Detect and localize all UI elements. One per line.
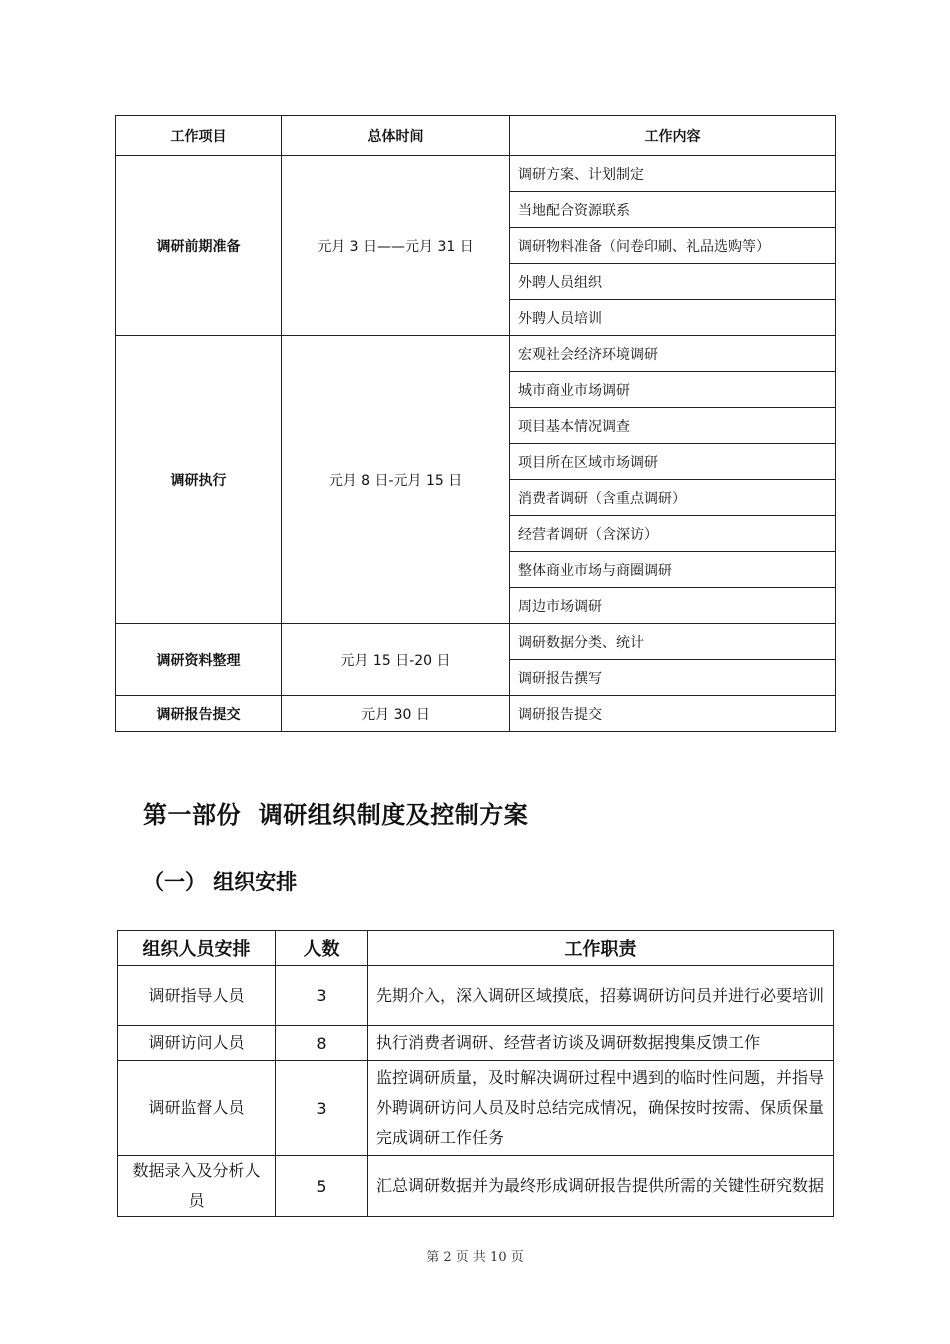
org-role: 调研指导人员 [118,966,276,1026]
schedule-header-time: 总体时间 [282,116,510,156]
org-header-count: 人数 [276,931,368,966]
table-row [118,1156,834,1217]
schedule-item: 调研报告提交 [116,696,282,732]
org-count: 5 [276,1156,368,1217]
schedule-task: 项目基本情况调查 [510,408,836,444]
org-role: 调研访问人员 [118,1026,276,1061]
org-duty: 监控调研质量，及时解决调研过程中遇到的临时性问题，并指导外聘调研访问人员及时总结完成情况，确保按时按需、保质保量完成调研工作任务 [368,1061,834,1156]
schedule-item: 调研前期准备 [116,156,282,336]
schedule-item: 调研资料整理 [116,624,282,696]
section-title: 第一部份 调研组织制度及控制方案 [143,801,529,829]
schedule-item: 调研执行 [116,336,282,624]
org-count: 3 [276,1061,368,1156]
schedule-task: 消费者调研（含重点调研） [510,480,836,516]
schedule-time: 元月 3 日——元月 31 日 [282,156,510,336]
table-row [118,1026,834,1061]
org-count: 3 [276,966,368,1026]
schedule-time: 元月 8 日-元月 15 日 [282,336,510,624]
table-row [116,156,836,192]
schedule-task: 调研数据分类、统计 [510,624,836,660]
table-row [116,624,836,660]
schedule-time: 元月 15 日-20 日 [282,624,510,696]
schedule-task: 周边市场调研 [510,588,836,624]
table-row [118,966,834,1026]
schedule-task: 当地配合资源联系 [510,192,836,228]
org-table [117,930,834,1217]
org-header-role: 组织人员安排 [118,931,276,966]
org-duty: 执行消费者调研、经营者访谈及调研数据搜集反馈工作 [368,1026,834,1061]
org-count: 8 [276,1026,368,1061]
schedule-task: 宏观社会经济环境调研 [510,336,836,372]
schedule-task: 调研方案、计划制定 [510,156,836,192]
org-role: 数据录入及分析人员 [118,1156,276,1217]
schedule-time: 元月 30 日 [282,696,510,732]
schedule-task: 调研报告撰写 [510,660,836,696]
schedule-header-item: 工作项目 [116,116,282,156]
org-duty: 汇总调研数据并为最终形成调研报告提供所需的关键性研究数据 [368,1156,834,1217]
schedule-table [115,115,836,732]
table-row [116,696,836,732]
schedule-task: 项目所在区域市场调研 [510,444,836,480]
org-duty: 先期介入，深入调研区域摸底，招募调研访问员并进行必要培训 [368,966,834,1026]
table-row [118,1061,834,1156]
subsection-title: （一） 组织安排 [143,870,298,894]
table-row [116,336,836,372]
schedule-header-row [116,116,836,156]
schedule-task: 城市商业市场调研 [510,372,836,408]
org-header-duty: 工作职责 [368,931,834,966]
schedule-header-content: 工作内容 [510,116,836,156]
schedule-task: 调研物料准备（问卷印刷、礼品选购等） [510,228,836,264]
schedule-task: 调研报告提交 [510,696,836,732]
org-header-row [118,931,834,966]
org-role: 调研监督人员 [118,1061,276,1156]
page-footer: 第 2 页 共 10 页 [426,1250,524,1265]
schedule-task: 经营者调研（含深访） [510,516,836,552]
schedule-task: 外聘人员组织 [510,264,836,300]
schedule-task: 整体商业市场与商圈调研 [510,552,836,588]
schedule-task: 外聘人员培训 [510,300,836,336]
